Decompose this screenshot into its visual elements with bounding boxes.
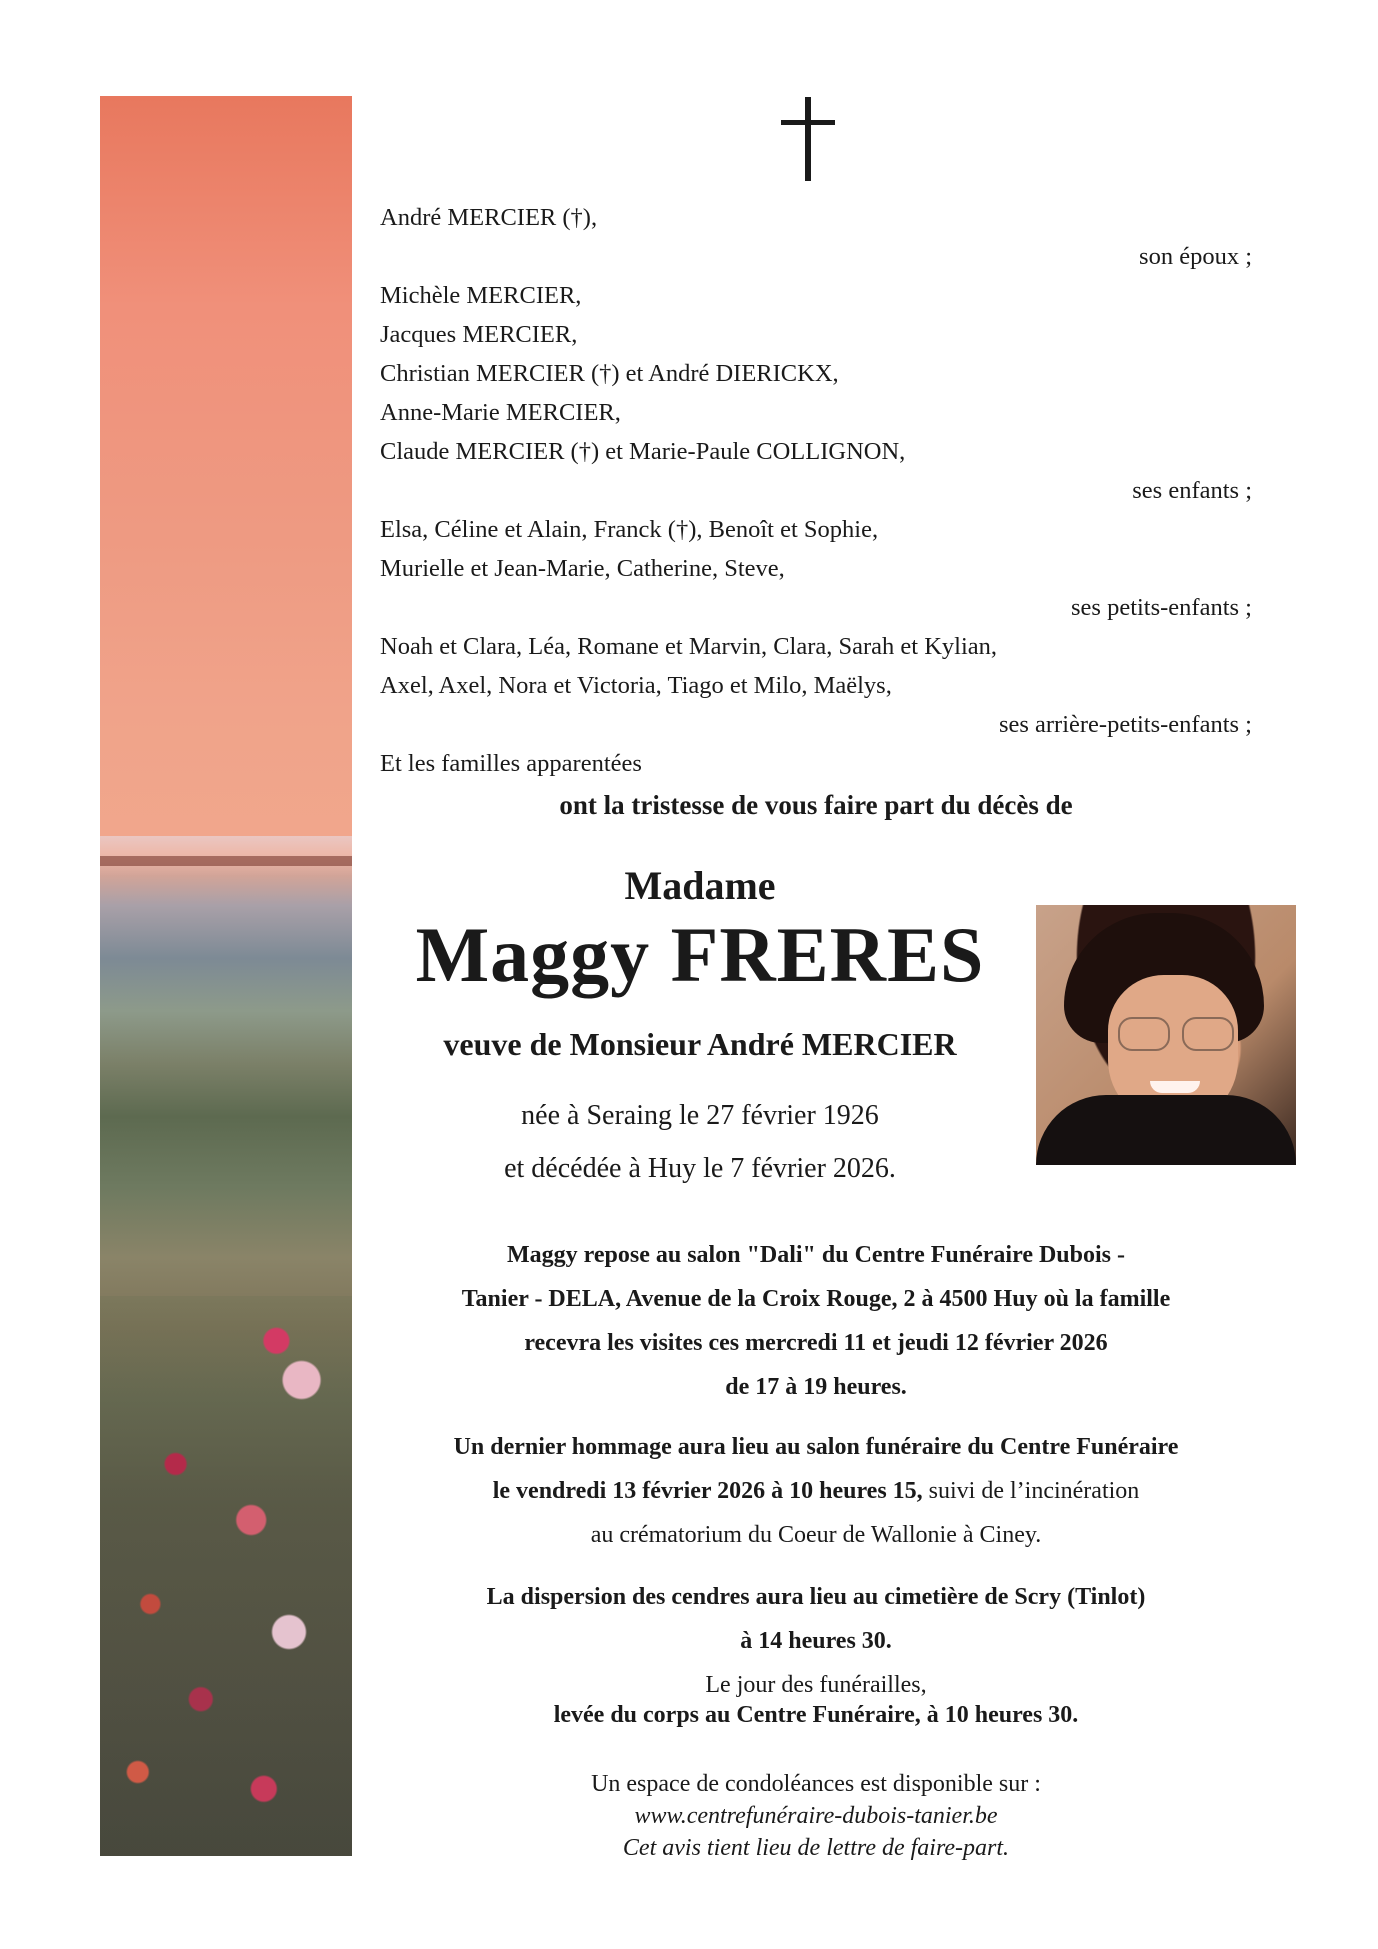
condolences-website-link[interactable]: www.centrefunéraire-dubois-tanier.be — [634, 1803, 998, 1829]
rest-line: de 17 à 19 heures. — [725, 1374, 907, 1400]
painting-flowers — [100, 1296, 352, 1856]
family-list — [380, 198, 1252, 783]
family-member-line: Christian MERCIER (†) et André DIERICKX, — [380, 360, 839, 387]
cross-icon-bar — [781, 120, 835, 125]
tribute-line-1: Un dernier hommage aura lieu au salon funéraire du Centre Funéraire — [453, 1434, 1179, 1460]
portrait-glasses — [1118, 1017, 1234, 1049]
family-member-line: Et les familles apparentées — [380, 750, 642, 777]
relation-label: ses arrière-petits-enfants ; — [998, 711, 1252, 738]
cross-icon — [805, 97, 811, 181]
family-member-line: Michèle MERCIER, — [380, 282, 582, 309]
announcement: ont la tristesse de vous faire part du décès de — [559, 790, 1073, 820]
relation-label: ses enfants ; — [1132, 477, 1252, 504]
tribute-line-2 — [380, 1469, 1252, 1513]
funeral-day-paragraph — [380, 1670, 1252, 1730]
painting-banner — [100, 96, 352, 1856]
condolences-note: Cet avis tient lieu de lettre de faire-part. — [622, 1835, 1010, 1861]
family-member-line: Axel, Axel, Nora et Victoria, Tiago et Milo, Maëlys, — [380, 672, 892, 699]
family-member-line: Noah et Clara, Léa, Romane et Marvin, Clara, Sarah et Kylian, — [380, 633, 998, 660]
ashes-line-1: La dispersion des cendres aura lieu au cimetière de Scry (Tinlot) — [486, 1584, 1146, 1610]
family-member-line: Anne-Marie MERCIER, — [380, 399, 621, 426]
ashes-line-2: à 14 heures 30. — [740, 1628, 892, 1654]
rest-line: Tanier - DELA, Avenue de la Croix Rouge, 2 à 4500 Huy où la famille — [461, 1286, 1171, 1312]
portrait-smile — [1150, 1081, 1200, 1093]
painting-ridge — [100, 856, 352, 866]
death-line: et décédée à Huy le 7 février 2026. — [504, 1153, 896, 1184]
relation-label: ses petits-enfants ; — [1071, 594, 1252, 621]
widow-of: veuve de Monsieur André MERCIER — [443, 1026, 957, 1062]
deceased-title: Madame — [624, 863, 776, 908]
relation-label: son époux ; — [1139, 243, 1252, 270]
funeral-day-line-2: levée du corps au Centre Funéraire, à 10 heures 30. — [553, 1702, 1079, 1728]
ashes-paragraph — [380, 1575, 1252, 1663]
funeral-day-line-1: Le jour des funérailles, — [705, 1672, 927, 1698]
portrait-photo — [1036, 905, 1296, 1165]
family-member-line: Murielle et Jean-Marie, Catherine, Steve, — [380, 555, 785, 582]
condolences-line: Un espace de condoléances est disponible sur : — [591, 1771, 1041, 1797]
family-member-line: Claude MERCIER (†) et Marie-Paule COLLIGNON, — [380, 438, 906, 465]
condolences-paragraph — [380, 1768, 1252, 1864]
deceased-name: Maggy FRERES — [415, 911, 985, 998]
tribute-paragraph — [380, 1425, 1252, 1557]
tribute-cremation: suivi de l’incinération — [922, 1478, 1140, 1504]
family-member-line: Elsa, Céline et Alain, Franck (†), Benoît et Sophie, — [380, 516, 879, 543]
tribute-line-3: au crématorium du Coeur de Wallonie à Ciney. — [590, 1522, 1042, 1548]
birth-line: née à Seraing le 27 février 1926 — [521, 1100, 879, 1131]
rest-line: Maggy repose au salon "Dali" du Centre Funéraire Dubois - — [507, 1242, 1125, 1268]
portrait-body — [1036, 1095, 1296, 1165]
family-member-line: André MERCIER (†), — [380, 204, 598, 231]
tribute-date: le vendredi 13 février 2026 à 10 heures 15, — [492, 1478, 923, 1504]
family-member-line: Jacques MERCIER, — [380, 321, 578, 348]
rest-line: recevra les visites ces mercredi 11 et jeudi 12 février 2026 — [524, 1330, 1108, 1356]
rest-paragraph — [380, 1233, 1252, 1409]
